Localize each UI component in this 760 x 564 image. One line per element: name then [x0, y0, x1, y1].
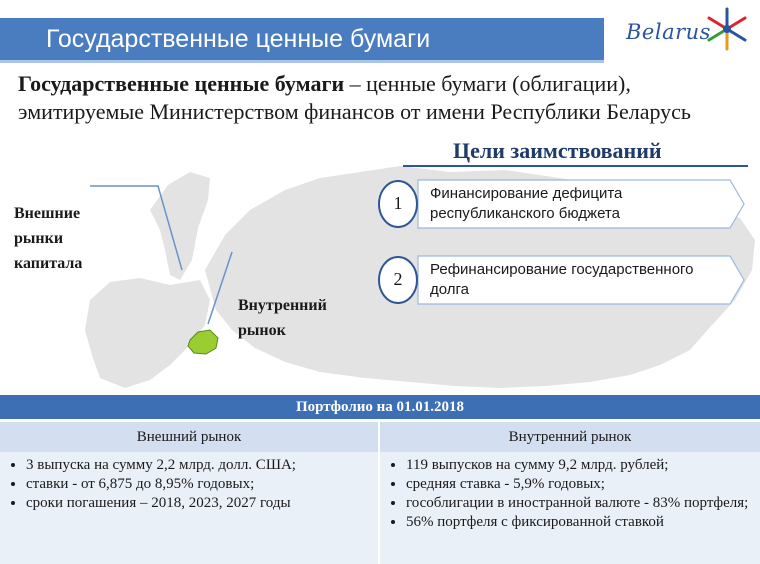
list-item: • сроки погашения – 2018, 2023, 2027 годы [26, 494, 372, 513]
list-item: • 3 выпуска на сумму 2,2 млрд. долл. США; [26, 456, 372, 475]
list-item: • 119 выпусков на сумму 9,2 млрд. рублей; [406, 456, 754, 475]
europe-shape [85, 278, 210, 388]
list-item: • средняя ставка - 5,9% годовых; [406, 475, 754, 494]
goal-1-label: Финансирование дефицита республиканского бюджета [430, 185, 623, 222]
goal-item-2 [378, 255, 746, 305]
page-title: Государственные ценные бумаги [46, 25, 431, 53]
portfolio-title: Портфолио на 01.01.2018 [0, 395, 760, 419]
definition-text [18, 70, 748, 126]
goal-2-label: Рефинансирование государственного долга [430, 261, 694, 298]
list-item: • ставки - от 6,875 до 8,95% годовых; [26, 475, 372, 494]
internal-market-header: Внутренний рынок [380, 422, 760, 452]
title-bar [0, 18, 604, 63]
goal-1-number: 1 [393, 193, 403, 213]
external-market-list [0, 452, 378, 564]
external-markets-label: Внешние рынки капитала [14, 205, 83, 272]
belarus-logo [626, 6, 750, 54]
internal-market-list [380, 452, 760, 564]
goals-title: Цели заимствований [453, 138, 662, 163]
goal-2-number: 2 [393, 269, 403, 289]
list-item: • гособлигации в иностранной валюте - 83% портфеля; [406, 494, 754, 513]
logo-text: Belarus [626, 20, 711, 44]
list-item: • 56% портфеля с фиксированной ставкой [406, 513, 754, 532]
external-market-header: Внешний рынок [0, 422, 378, 452]
internal-market-label: Внутренний рынок [238, 297, 327, 339]
goal-item-1 [378, 179, 746, 229]
goals-underline [403, 165, 748, 167]
definition-term: Государственные ценные бумаги [18, 71, 345, 96]
definition-body: – ценные бумаги (облигации), эмитируемые Министерством финансов от имени Республики Беларусь [18, 71, 691, 124]
snowflake-icon [704, 6, 750, 52]
